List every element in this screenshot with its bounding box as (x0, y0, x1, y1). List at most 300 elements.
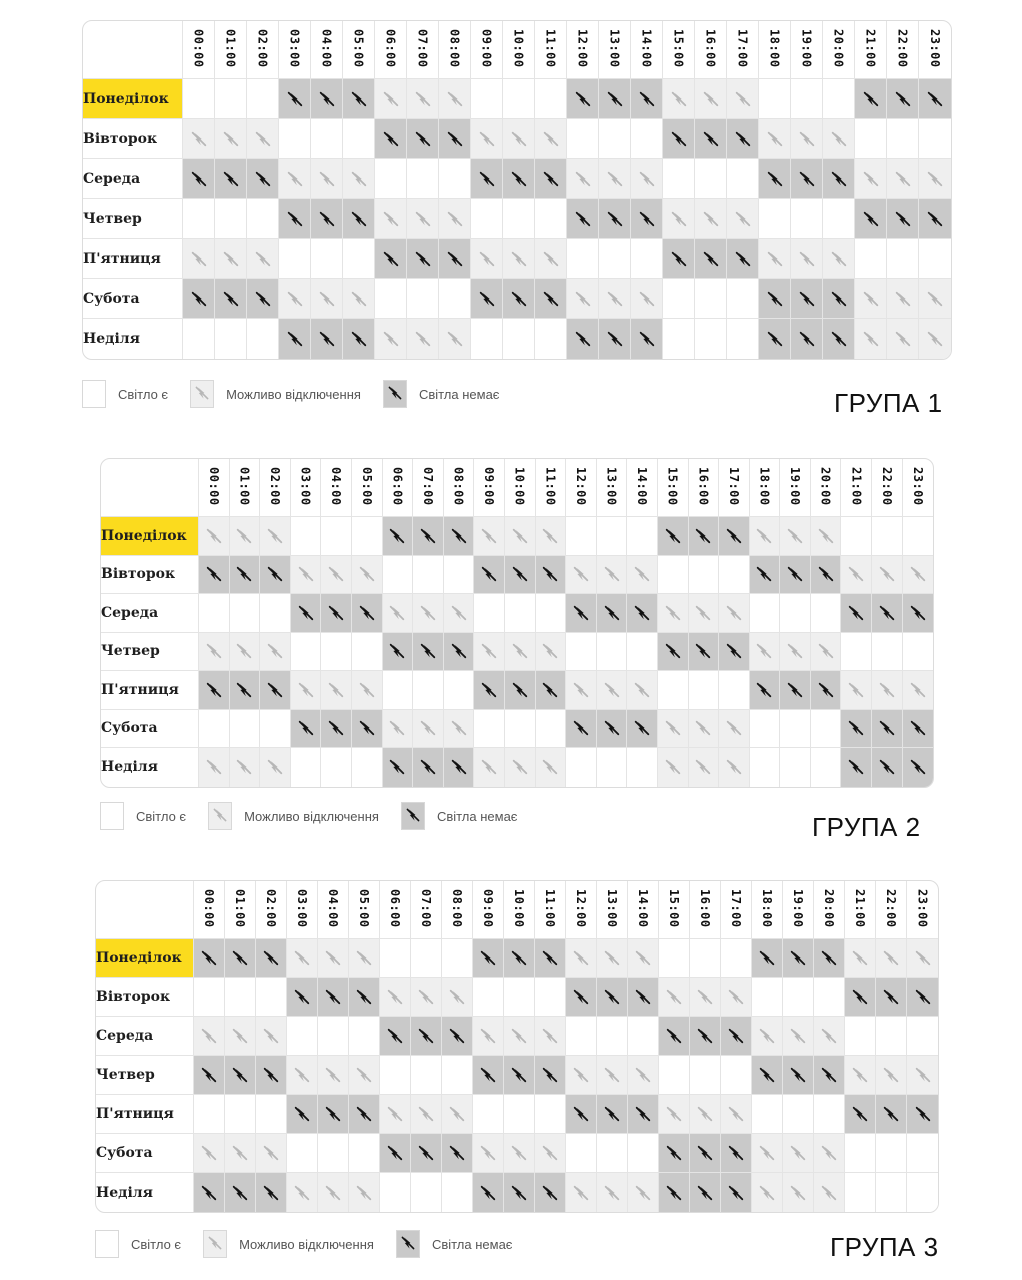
power-off-icon (876, 949, 906, 967)
slot-on (225, 1095, 256, 1134)
power-off-icon (471, 170, 502, 188)
slot-off (352, 710, 383, 749)
legend-label-off: Світла немає (431, 1236, 513, 1252)
power-off-icon (279, 290, 310, 308)
hour-label: 11:00 (543, 467, 558, 506)
slot-maybe (695, 199, 727, 239)
power-off-icon (505, 642, 535, 660)
power-off-icon (783, 1144, 813, 1162)
slot-off (814, 939, 845, 978)
power-off-icon (225, 1184, 255, 1202)
slot-on (444, 671, 475, 710)
day-label: Неділя (83, 319, 183, 359)
slot-maybe (750, 517, 781, 556)
slot-off (413, 748, 444, 787)
slot-maybe (503, 239, 535, 279)
power-off-icon (473, 1184, 503, 1202)
power-off-icon (535, 949, 565, 967)
power-off-icon (352, 565, 382, 583)
hour-label: 00:00 (191, 29, 206, 68)
slot-maybe (759, 119, 791, 159)
day-row (83, 199, 951, 239)
power-off-icon (215, 170, 246, 188)
power-off-icon (845, 988, 875, 1006)
slot-off (474, 556, 505, 595)
power-off-icon (599, 290, 630, 308)
hour-label: 14:00 (636, 889, 650, 928)
slot-off (823, 319, 855, 359)
hour-header (444, 459, 475, 517)
hour-label: 04:00 (326, 889, 340, 928)
power-off-icon (199, 565, 229, 583)
power-off-icon (199, 642, 229, 660)
hour-header (876, 881, 907, 939)
slot-off (535, 279, 567, 319)
slot-on (695, 319, 727, 359)
slot-off (247, 279, 279, 319)
slot-maybe (260, 517, 291, 556)
power-off-icon (759, 170, 790, 188)
power-off-icon (535, 1184, 565, 1202)
slot-maybe (318, 939, 349, 978)
hour-header (631, 21, 663, 79)
slot-maybe (689, 748, 720, 787)
power-off-icon (536, 565, 566, 583)
hour-label: 18:00 (760, 889, 774, 928)
power-off-icon (287, 1105, 317, 1123)
power-off-icon (887, 90, 918, 108)
slot-maybe (597, 1056, 628, 1095)
slot-on (727, 159, 759, 199)
power-off-icon (413, 604, 443, 622)
hour-label: 21:00 (853, 889, 867, 928)
slot-maybe (903, 671, 934, 710)
power-off-icon (903, 719, 934, 737)
slot-maybe (407, 199, 439, 239)
hour-header (719, 459, 750, 517)
slot-on (279, 239, 311, 279)
slot-maybe (855, 279, 887, 319)
power-off-icon (256, 1027, 286, 1045)
hour-header (291, 459, 322, 517)
power-off-icon (318, 988, 348, 1006)
hour-label: 14:00 (635, 467, 650, 506)
slot-on (411, 1173, 442, 1212)
power-off-icon (695, 130, 726, 148)
slot-maybe (439, 319, 471, 359)
slot-on (907, 1173, 938, 1212)
power-off-icon (535, 290, 566, 308)
slot-maybe (535, 1134, 566, 1173)
power-off-icon (311, 210, 342, 228)
slot-on (194, 1095, 225, 1134)
slot-on (845, 1017, 876, 1056)
slot-off (413, 633, 444, 672)
slot-off (444, 748, 475, 787)
day-row (83, 279, 951, 319)
slot-on (791, 79, 823, 119)
slot-on (695, 159, 727, 199)
slot-maybe (919, 159, 951, 199)
slot-off (719, 517, 750, 556)
power-off-icon (689, 604, 719, 622)
hour-label: 09:00 (479, 29, 494, 68)
power-off-icon (872, 758, 902, 776)
slot-on (256, 1095, 287, 1134)
slot-off (230, 556, 261, 595)
power-off-icon (321, 604, 351, 622)
power-off-icon (383, 758, 413, 776)
slot-on (780, 594, 811, 633)
slot-on (183, 199, 215, 239)
slot-off (907, 978, 938, 1017)
group-title-2: ГРУПА 2 (812, 812, 921, 842)
slot-maybe (474, 633, 505, 672)
power-off-icon (811, 681, 841, 699)
power-off-icon (599, 330, 630, 348)
hour-header (627, 459, 658, 517)
power-off-icon (659, 1105, 689, 1123)
slot-maybe (752, 1134, 783, 1173)
hour-header (597, 459, 628, 517)
slot-on (752, 978, 783, 1017)
slot-off (260, 556, 291, 595)
slot-on (566, 748, 597, 787)
slot-off (690, 1173, 721, 1212)
slot-off (919, 199, 951, 239)
slot-maybe (695, 79, 727, 119)
power-off-icon (194, 1027, 224, 1045)
slot-on (471, 199, 503, 239)
slot-off (845, 1095, 876, 1134)
power-off-icon (841, 719, 871, 737)
slot-on (811, 710, 842, 749)
day-row (96, 939, 938, 978)
slot-on (663, 159, 695, 199)
hour-label: 08:00 (451, 467, 466, 506)
hour-header (473, 881, 504, 939)
slot-off (919, 79, 951, 119)
power-off-icon (752, 1027, 782, 1045)
slot-off (628, 1095, 659, 1134)
slot-on (811, 594, 842, 633)
power-off-icon (504, 1144, 534, 1162)
slot-maybe (225, 1017, 256, 1056)
power-off-icon (750, 681, 780, 699)
slot-on (215, 199, 247, 239)
hour-header (349, 881, 380, 939)
hour-header (256, 881, 287, 939)
power-off-icon (659, 1027, 689, 1045)
slot-off (752, 1056, 783, 1095)
hour-header (566, 459, 597, 517)
slot-off (719, 633, 750, 672)
power-off-icon (690, 1144, 720, 1162)
slot-on (566, 1134, 597, 1173)
slot-on (318, 1017, 349, 1056)
slot-off (599, 79, 631, 119)
power-off-icon (256, 1066, 286, 1084)
hour-header (260, 459, 291, 517)
slot-maybe (352, 556, 383, 595)
legend-label-on: Світло є (136, 808, 187, 824)
power-off-icon (876, 1105, 906, 1123)
power-off-icon (631, 290, 662, 308)
power-off-icon (321, 719, 351, 737)
slot-maybe (380, 1095, 411, 1134)
slot-on (597, 1017, 628, 1056)
slot-on (287, 1017, 318, 1056)
legend-swatch-off (383, 380, 407, 408)
slot-off (287, 978, 318, 1017)
power-off-icon (260, 527, 290, 545)
slot-maybe (444, 710, 475, 749)
slot-on (567, 239, 599, 279)
slot-maybe (311, 279, 343, 319)
power-off-icon (759, 250, 790, 268)
day-label: Вівторок (83, 119, 183, 159)
power-off-icon (855, 90, 886, 108)
slot-off (663, 239, 695, 279)
slot-on (627, 748, 658, 787)
power-off-icon (750, 527, 780, 545)
power-off-icon (823, 330, 854, 348)
power-off-icon (663, 250, 694, 268)
power-off-icon (690, 988, 720, 1006)
legend-swatch-maybe (203, 1230, 227, 1258)
slot-on (750, 710, 781, 749)
day-row (96, 1017, 938, 1056)
slot-on (597, 633, 628, 672)
slot-on (903, 633, 934, 672)
power-off-icon (783, 949, 813, 967)
slot-maybe (907, 939, 938, 978)
hour-header (907, 881, 938, 939)
legend-swatch-on (82, 380, 106, 408)
slot-on (599, 119, 631, 159)
slot-off (439, 119, 471, 159)
power-off-icon (811, 527, 841, 545)
slot-on (321, 633, 352, 672)
power-off-icon (783, 1066, 813, 1084)
power-off-icon (780, 642, 810, 660)
slot-on (759, 199, 791, 239)
slot-on (719, 671, 750, 710)
power-off-icon (752, 1066, 782, 1084)
hour-header (375, 21, 407, 79)
slot-maybe (411, 978, 442, 1017)
power-off-icon (887, 170, 918, 188)
slot-off (503, 279, 535, 319)
slot-on (375, 159, 407, 199)
slot-on (659, 939, 690, 978)
slot-off (631, 199, 663, 239)
slot-on (474, 710, 505, 749)
slot-on (291, 633, 322, 672)
slot-maybe (471, 239, 503, 279)
hour-header (535, 881, 566, 939)
power-off-icon (690, 1184, 720, 1202)
power-off-icon (444, 719, 474, 737)
hour-header (845, 881, 876, 939)
slot-off (855, 199, 887, 239)
power-off-icon (727, 130, 758, 148)
hour-header (814, 881, 845, 939)
hour-header (287, 881, 318, 939)
power-off-icon (690, 1027, 720, 1045)
power-off-icon (383, 527, 413, 545)
power-off-icon (759, 130, 790, 148)
slot-maybe (750, 633, 781, 672)
slot-on (225, 978, 256, 1017)
slot-off (841, 710, 872, 749)
hour-header (343, 21, 375, 79)
hour-label: 05:00 (359, 467, 374, 506)
slot-maybe (876, 939, 907, 978)
slot-off (823, 159, 855, 199)
hour-header (841, 459, 872, 517)
power-off-icon (230, 681, 260, 699)
slot-maybe (183, 239, 215, 279)
slot-off (375, 119, 407, 159)
slot-off (695, 239, 727, 279)
slot-on (505, 710, 536, 749)
slot-off (505, 671, 536, 710)
power-off-icon (225, 1027, 255, 1045)
power-off-icon (631, 210, 662, 228)
slot-maybe (811, 633, 842, 672)
slot-off (225, 939, 256, 978)
slot-off (194, 939, 225, 978)
slot-off (903, 710, 934, 749)
power-off-icon (903, 758, 934, 776)
slot-on (311, 119, 343, 159)
slot-on (215, 79, 247, 119)
slot-off (566, 1095, 597, 1134)
hour-header (599, 21, 631, 79)
slot-off (183, 279, 215, 319)
slot-off (759, 159, 791, 199)
slot-maybe (375, 79, 407, 119)
slot-on (727, 279, 759, 319)
slot-off (311, 79, 343, 119)
power-off-icon (279, 210, 310, 228)
power-off-icon (841, 758, 871, 776)
slot-off (845, 978, 876, 1017)
slot-on (503, 199, 535, 239)
power-off-icon (318, 949, 348, 967)
hour-header (690, 881, 721, 939)
day-label: Четвер (101, 633, 199, 672)
slot-maybe (814, 1134, 845, 1173)
power-off-icon (439, 210, 470, 228)
power-off-icon (199, 527, 229, 545)
hour-header (597, 881, 628, 939)
day-label: Субота (101, 710, 199, 749)
slot-on (343, 239, 375, 279)
day-row (96, 978, 938, 1017)
slot-off (318, 1095, 349, 1134)
slot-maybe (780, 633, 811, 672)
day-label: П'ятниця (101, 671, 199, 710)
slot-on (814, 978, 845, 1017)
power-off-icon (199, 681, 229, 699)
slot-on (380, 1056, 411, 1095)
slot-on (318, 1134, 349, 1173)
power-off-icon (658, 758, 688, 776)
slot-off (279, 319, 311, 359)
power-off-icon (627, 719, 657, 737)
power-off-icon (474, 642, 504, 660)
hour-label: 07:00 (415, 29, 430, 68)
slot-off (791, 319, 823, 359)
slot-off (689, 517, 720, 556)
slot-on (183, 319, 215, 359)
slot-maybe (413, 594, 444, 633)
slot-on (291, 517, 322, 556)
slot-off (872, 748, 903, 787)
slot-maybe (719, 594, 750, 633)
slot-off (659, 1134, 690, 1173)
day-row (83, 79, 951, 119)
slot-on (791, 199, 823, 239)
power-off-icon (471, 250, 502, 268)
slot-maybe (841, 556, 872, 595)
slot-off (349, 1095, 380, 1134)
power-off-icon (845, 949, 875, 967)
hour-label: 05:00 (351, 29, 366, 68)
slot-on (597, 1134, 628, 1173)
power-off-icon (887, 330, 918, 348)
slot-maybe (658, 594, 689, 633)
power-off-icon (474, 681, 504, 699)
hour-label: 08:00 (447, 29, 462, 68)
power-off-icon (375, 210, 406, 228)
legend-swatch-off (396, 1230, 420, 1258)
power-off-icon (689, 719, 719, 737)
power-off-icon (256, 1144, 286, 1162)
slot-off (183, 159, 215, 199)
power-off-icon (814, 1144, 844, 1162)
legend-swatch-maybe (190, 380, 214, 408)
hour-header (352, 459, 383, 517)
slot-off (841, 594, 872, 633)
slot-on (321, 748, 352, 787)
slot-on (536, 710, 567, 749)
power-off-icon (823, 290, 854, 308)
power-off-icon (405, 807, 421, 826)
day-label: Вівторок (101, 556, 199, 595)
hour-label: 17:00 (726, 467, 741, 506)
slot-on (442, 1173, 473, 1212)
power-off-icon (780, 527, 810, 545)
slot-on (291, 748, 322, 787)
power-off-icon (721, 988, 751, 1006)
hour-header (194, 881, 225, 939)
power-off-icon (872, 565, 902, 583)
slot-maybe (311, 159, 343, 199)
slot-off (287, 1095, 318, 1134)
hour-header (791, 21, 823, 79)
power-off-icon (279, 170, 310, 188)
slot-maybe (380, 978, 411, 1017)
slot-maybe (599, 159, 631, 199)
slot-maybe (845, 939, 876, 978)
slot-on (841, 633, 872, 672)
power-off-icon (442, 1105, 472, 1123)
slot-on (215, 319, 247, 359)
slot-on (597, 748, 628, 787)
